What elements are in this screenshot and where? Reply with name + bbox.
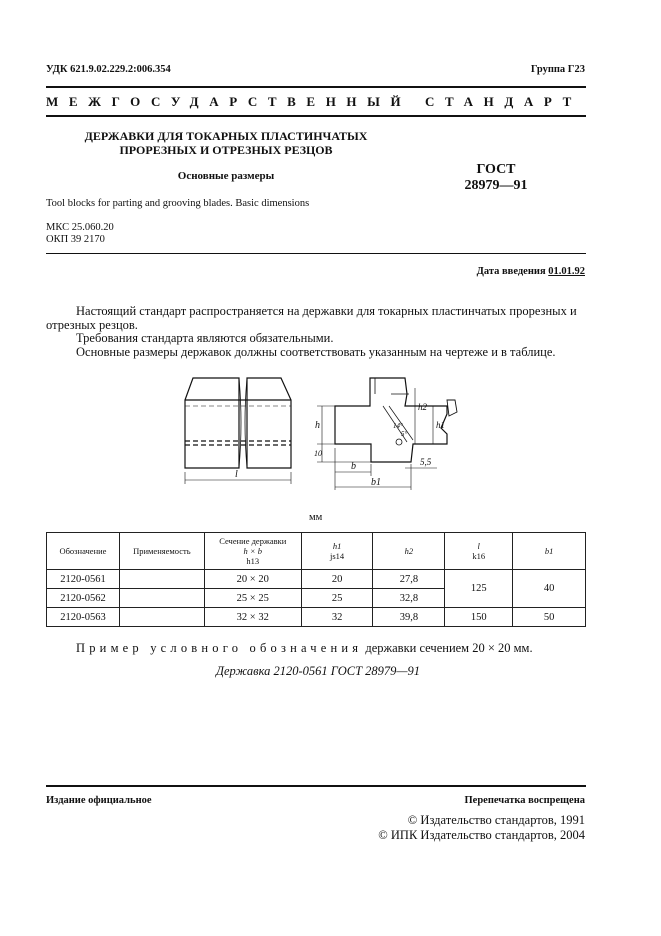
left-view-piece-2	[247, 378, 291, 468]
footer-rule	[46, 785, 586, 787]
cell-h1: 25	[301, 589, 373, 608]
interstate-standard: МЕЖГОСУДАРСТВЕННЫЙ СТАНДАРТ	[46, 94, 582, 109]
dim-b1: b1	[371, 477, 381, 488]
header-h2: h2	[373, 533, 445, 570]
cell-applicability	[119, 589, 204, 608]
section-rule	[46, 253, 586, 254]
tool-block-drawing	[175, 372, 475, 494]
cell-applicability	[119, 608, 204, 627]
dim-h1: h1	[436, 420, 445, 430]
example-rest: державки сечением 20 × 20 мм.	[365, 641, 533, 655]
table-header-row	[47, 533, 586, 570]
cell-h2: 27,8	[373, 570, 445, 589]
cell-section: 32 × 32	[204, 608, 301, 627]
units-label: мм	[309, 512, 323, 523]
dim-h: h	[315, 420, 320, 431]
example-label: Пример условного обозначения	[76, 641, 363, 655]
title-line-2: ПРОРЕЗНЫХ И ОТРЕЗНЫХ РЕЗЦОВ	[119, 143, 333, 157]
english-title: Tool blocks for parting and grooving blades. Basic dimensions	[46, 198, 310, 209]
header-h1: h1 js14	[301, 533, 373, 570]
paragraph-1-cont: отрезных резцов.	[46, 318, 138, 332]
table-row	[47, 608, 586, 627]
copyright-block	[378, 813, 585, 843]
copyright-2: © ИПК Издательство стандартов, 2004	[378, 828, 585, 842]
cell-l: 125	[445, 570, 513, 608]
gost-block	[456, 162, 536, 194]
dim-b: b	[351, 461, 356, 472]
classification-codes	[46, 222, 114, 246]
cell-h1: 32	[301, 608, 373, 627]
cell-applicability	[119, 570, 204, 589]
cell-h2: 39,8	[373, 608, 445, 627]
cell-designation: 2120-0561	[47, 570, 120, 589]
header-section: Сечение державки h × b h13	[204, 533, 301, 570]
paragraph-2: Требования стандарта являются обязательными.	[76, 331, 334, 345]
group-code: Группа Г23	[530, 64, 585, 75]
paragraph-1: Настоящий стандарт распространяется на державки для токарных пластинчатых прорезных и	[76, 304, 577, 318]
gost-label: ГОСТ	[476, 162, 516, 177]
cell-designation: 2120-0563	[47, 608, 120, 627]
copyright-1: © Издательство стандартов, 1991	[407, 813, 585, 827]
header-applicability: Применяемость	[119, 533, 204, 570]
cell-designation: 2120-0562	[47, 589, 120, 608]
paragraph-3: Основные размеры державок должны соответствовать указанным на чертеже и в таблице.	[76, 345, 556, 359]
mks-code: МКС 25.060.20	[46, 222, 114, 233]
cell-section: 25 × 25	[204, 589, 301, 608]
header-rule-2	[46, 115, 586, 117]
udk-code: УДК 621.9.02.229.2:006.354	[46, 64, 171, 75]
official-edition: Издание официальное	[46, 795, 152, 806]
example-line	[76, 641, 533, 656]
subtitle: Основные размеры	[177, 170, 275, 182]
angle-5: 5°	[401, 430, 408, 438]
title-line-1: ДЕРЖАВКИ ДЛЯ ТОКАРНЫХ ПЛАСТИНЧАТЫХ	[84, 129, 368, 143]
header-l: l k16	[445, 533, 513, 570]
header-b1: b1	[513, 533, 586, 570]
intro-date-label: Дата введения	[476, 266, 546, 277]
header-rule	[46, 86, 586, 88]
reprint-prohibited: Перепечатка воспрещена	[464, 795, 585, 806]
example-designation: Державка 2120-0561 ГОСТ 28979—91	[216, 664, 421, 678]
dim-l: l	[235, 469, 238, 480]
dim-10: 10	[314, 449, 322, 458]
title-block	[46, 129, 406, 157]
side-view-outline	[335, 378, 447, 462]
cell-b1: 50	[513, 608, 586, 627]
intro-date-value: 01.01.92	[548, 266, 585, 277]
left-view-piece-1	[185, 378, 239, 468]
header-designation: Обозначение	[47, 533, 120, 570]
intro-date	[477, 266, 585, 277]
dim-h2: h2	[418, 402, 427, 412]
cell-l: 150	[445, 608, 513, 627]
okp-code: ОКП 39 2170	[46, 234, 105, 245]
table-row	[47, 570, 586, 589]
angle-14: 14°	[393, 422, 403, 430]
dim-5-5: 5,5	[420, 457, 432, 467]
dimensions-table	[46, 532, 586, 627]
cell-section: 20 × 20	[204, 570, 301, 589]
cell-h1: 20	[301, 570, 373, 589]
cell-h2: 32,8	[373, 589, 445, 608]
gost-number: 28979—91	[464, 178, 528, 193]
cell-b1: 40	[513, 570, 586, 608]
